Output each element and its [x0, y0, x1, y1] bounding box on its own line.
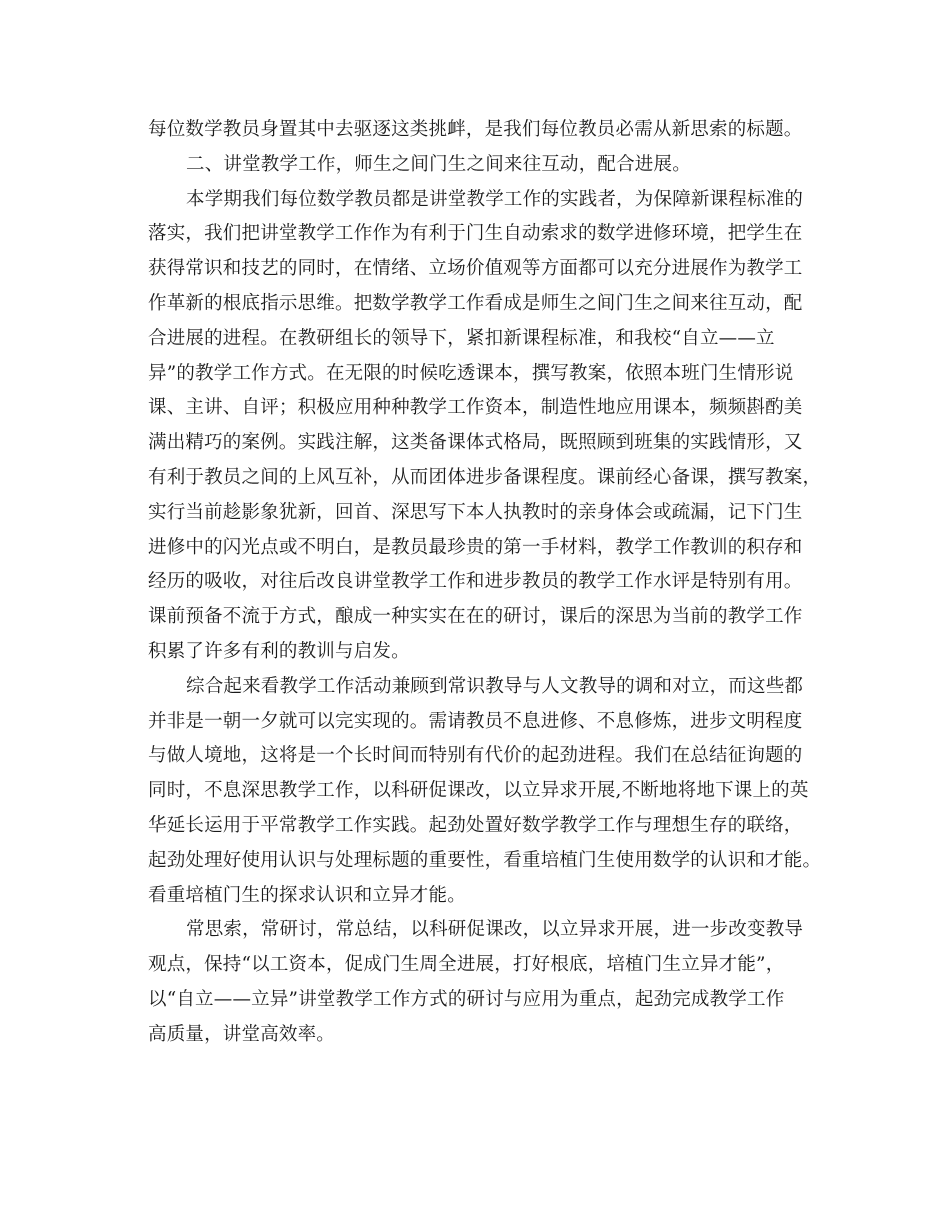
text-line: 同时，不息深思教学工作，以科研促课改，以立异求开展,不断地将地下课上的英 [148, 780, 809, 802]
text-line: 与做人境地，这将是一个长时间而特别有代价的起劲进程。我们在总结征询题的 [148, 745, 803, 767]
text-line: 常思索，常研讨，常总结，以科研促课改，以立异求开展，进一步改变教导 [186, 919, 804, 941]
text-line: 课前预备不流于方式，酿成一种实实在在的研讨，课后的深思为当前的教学工作 [148, 606, 803, 628]
text-line: 异”的教学工作方式。在无限的时候吃透课本，撰写教案，依照本班门生情形说 [148, 362, 794, 384]
text-line: 积累了许多有利的教训与启发。 [148, 640, 410, 662]
text-line: 经历的吸收，对往后改良讲堂教学工作和进步教员的教学工作水评是特别有用。 [148, 571, 803, 593]
text-line: 起劲处理好使用认识与处理标题的重要性，看重培植门生使用数学的认识和才能。 [148, 849, 822, 871]
text-line: 每位数学教员身置其中去驱逐这类挑衅，是我们每位教员必需从新思索的标题。 [148, 119, 803, 140]
text-line: 进修中的闪光点或不明白，是教员最珍贵的第一手材料，教学工作教训的积存和 [148, 536, 803, 558]
text-line: 高质量，讲堂高效率。 [148, 1023, 336, 1045]
body-text [148, 113, 828, 1053]
text-line: 并非是一朝一夕就可以完实现的。需请教员不息进修、不息修炼，进步文明程度 [148, 710, 803, 732]
text-line: 获得常识和技艺的同时，在情绪、立场价值观等方面都可以充分进展作为教学工 [148, 258, 803, 280]
text-line: 有利于教员之间的上风互补，从而团体进步备课程度。课前经心备课，撰写教案， [148, 466, 822, 488]
text-line: 综合起来看教学工作活动兼顾到常识教导与人文教导的调和对立，而这些都 [186, 675, 804, 697]
text-line: 满出精巧的案例。实践注解，这类备课体式格局，既照顾到班集的实践情形，又 [148, 432, 803, 454]
text-line: 实行当前趁影象犹新，回首、深思写下本人执教时的亲身体会或疏漏，记下门生 [148, 501, 803, 523]
text-line: 华延长运用于平常教学工作实践。起劲处置好数学教学工作与理想生存的联络， [148, 814, 803, 836]
text-line: 落实，我们把讲堂教学工作作为有利于门生自动索求的数学进修环境，把学生在 [148, 223, 803, 245]
text-line: 以“自立——立异”讲堂教学工作方式的研讨与应用为重点，起劲完成教学工作 [148, 988, 785, 1010]
text-line: 作革新的根底指示思维。把数学教学工作看成是师生之间门生之间来往互动，配 [148, 292, 803, 314]
text-line: 看重培植门生的探求认识和立异才能。 [148, 884, 466, 906]
text-line: 课、主讲、自评；积极应用种种教学工作资本，制造性地应用课本，频频斟酌美 [148, 397, 803, 419]
text-line: 本学期我们每位数学教员都是讲堂教学工作的实践者，为保障新课程标准的 [186, 188, 804, 210]
text-line: 二、讲堂教学工作，师生之间门生之间来往互动，配合进展。 [186, 153, 691, 175]
text-line: 观点，保持“以工资本，促成门生周全进展，打好根底，培植门生立异才能”， [148, 954, 785, 976]
text-line: 合进展的进程。在教研组长的领导下，紧扣新课程标准，和我校“自立——立 [148, 327, 775, 349]
